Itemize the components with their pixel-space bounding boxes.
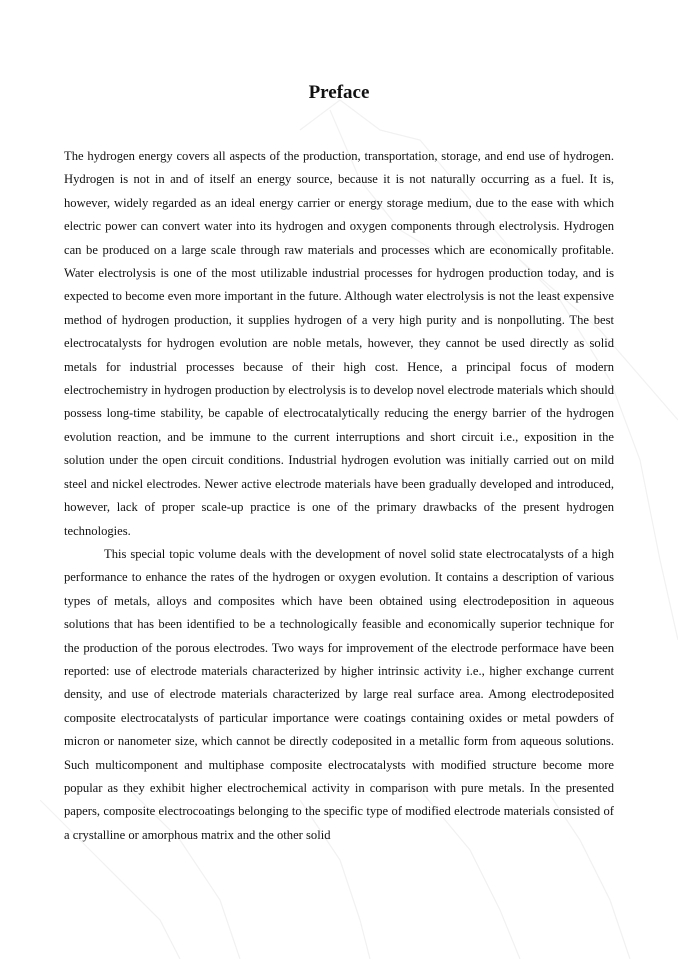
page-title: Preface (308, 82, 370, 103)
paragraph-2: This special topic volume deals with the development of novel solid state electrocatalysts of a high performance to enhance the rates of the hydrogen or oxygen evolution. It contains a description of various types of metals, alloys and composites which have been obtained using electrodeposition in aqueous solutions that has been identified to be a technologically feasible and economically superior technique for the production of the porous electrodes. Two ways for improvement of the electrode performace have been reported: use of electrode materials characterized by higher intrinsic activity i.e., higher exchange current density, and use of electrode materials characterized by large real surface area. Among electrodeposited composite electrocatalysts of particular importance were coatings containing oxides or metal powders of micron or nanometer size, which cannot be directly codeposited in a metallic form from aqueous solutions. Such multicomponent and multiphase composite electrocatalysts with modified structure become more popular as they exhibit higher electrochemical activity in comparison with pure metals. In the presented papers, composite electrocoatings belonging to the specific type of modified electrode materials consisted of a crystalline or amorphous matrix and the other solid (64, 546, 614, 842)
document-page (64, 80, 614, 847)
paragraph-1: The hydrogen energy covers all aspects of the production, transportation, storage, and end use of hydrogen. Hydrogen is not in and of itself an energy source, because it is not naturally occurring as a fuel. It is, however, widely regarded as an ideal energy carrier or energy storage medium, due to the ease with which electric power can convert water into its hydrogen and oxygen components through electrolysis. Hydrogen can be produced on a large scale through raw materials and processes which are economically profitable. Water electrolysis is one of the most utilizable industrial processes for hydrogen production today, and is expected to become even more important in the future. Although water electrolysis is not the least expensive method of hydrogen production, it supplies hydrogen of a very high purity and is nonpolluting. The best electrocatalysts for hydrogen evolution are noble metals, however, they cannot be used directly as solid metals for industrial processes because of their high cost. Hence, a principal focus of modern electrochemistry in hydrogen production by electrolysis is to develop novel electrode materials which should possess long-time stability, be capable of electrocatalytically reducing the energy barrier of the hydrogen evolution reaction, and be immune to the current interruptions and short circuit i.e., exposition in the solution under the open circuit conditions. Industrial hydrogen evolution was initially carried out on mild steel and nickel electrodes. Newer active electrode materials have been gradually developed and introduced, however, lack of proper scale-up practice is one of the primary drawbacks of the present hydrogen technologies. (64, 149, 614, 538)
